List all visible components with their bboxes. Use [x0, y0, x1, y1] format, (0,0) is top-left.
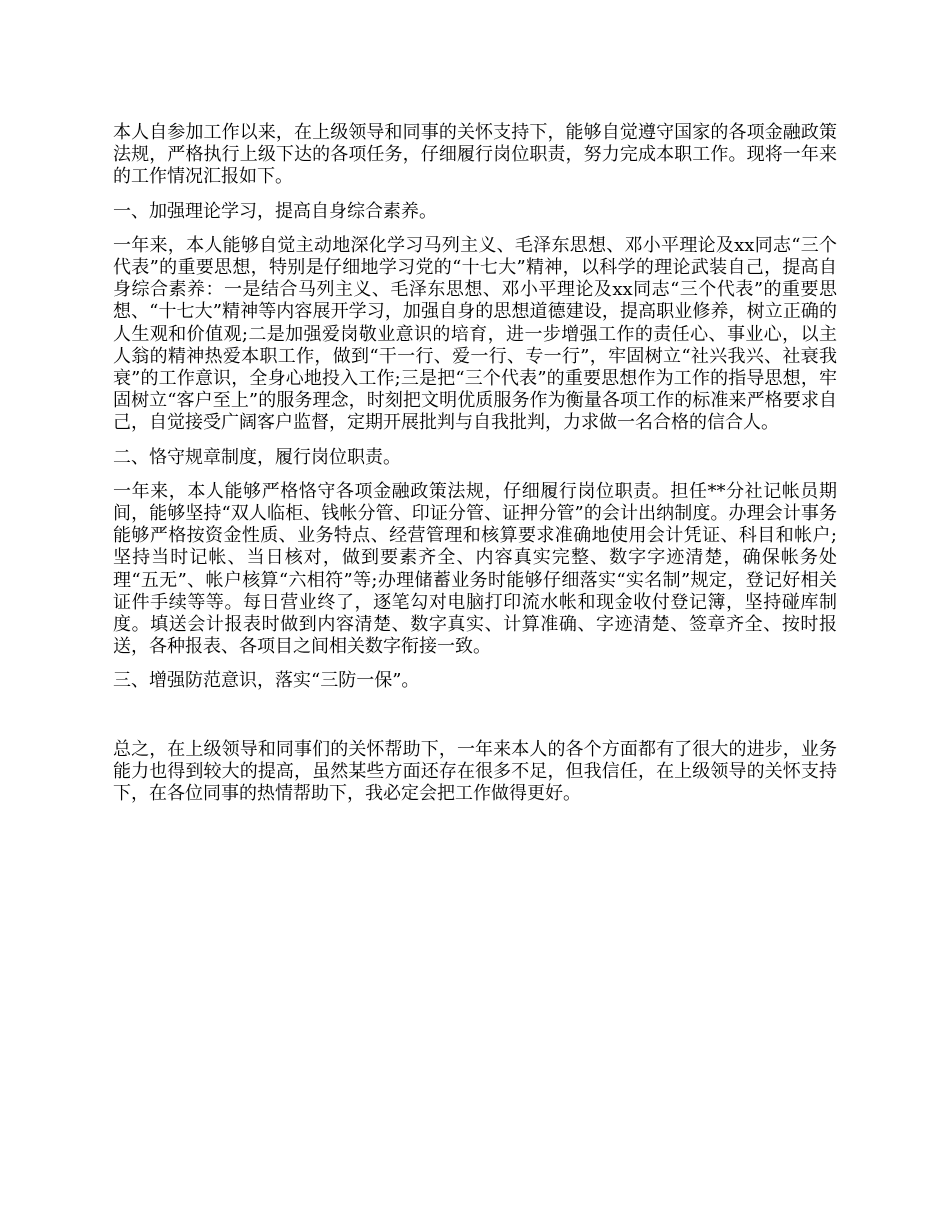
- section-3-heading: 三、增强防范意识，落实“三防一保”。: [113, 670, 420, 692]
- conclusion-paragraph: 总之，在上级领导和同事们的关怀帮助下，一年来本人的各个方面都有了很大的进步，业务能力也得到较大的提高，虽然某些方面还存在很多不足，但我信任，在上级领导的关怀支持下，在各位同事的热情帮助下，我必定会把工作做得更好。: [113, 738, 837, 805]
- section-1-body: 一年来，本人能够自觉主动地深化学习马列主义、毛泽东思想、邓小平理论及xx同志“三个代表”的重要思想，特别是仔细地学习党的“十七大”精神，以科学的理论武装自己，提高自身综合素养：一是结合马列主义、毛泽东思想、邓小平理论及xx同志“三个代表”的重要思想、“十七大”精神等内容展开学习，加强自身的思想道德建设，提高职业修养，树立正确的人生观和价值观;二是加强爱岗敬业意识的培育，进一步增强工作的责任心、事业心，以主人翁的精神热爱本职工作，做到“干一行、爱一行、专一行”，牢固树立“社兴我兴、社衰我衰”的工作意识，全身心地投入工作;三是把“三个代表”的重要思想作为工作的指导思想，牢固树立“客户至上”的服务理念，时刻把文明优质服务作为衡量各项工作的标准来严格要求自己，自觉接受广阔客户监督，定期开展批判与自我批判，力求做一名合格的信合人。: [113, 234, 837, 434]
- blank-gap: [113, 705, 837, 739]
- section-2-body: 一年来，本人能够严格恪守各项金融政策法规，仔细履行岗位职责。担任**分社记帐员期间，能够坚持“双人临柜、钱帐分管、印证分管、证押分管”的会计出纳制度。办理会计事务能够严格按资金性质、业务特点、经营管理和核算要求准确地使用会计凭证、科目和帐户;坚持当时记帐、当日核对，做到要素齐全、内容真实完整、数字字迹清楚，确保帐务处理“五无”、帐户核算“六相符”等;办理储蓄业务时能够仔细落实“实名制”规定，登记好相关证件手续等等。每日营业终了，逐笔勾对电脑打印流水帐和现金收付登记簿，坚持碰库制度。填送会计报表时做到内容清楚、数字真实、计算准确、字迹清楚、签章齐全、按时报送，各种报表、各项目之间相关数字衔接一致。: [113, 480, 837, 658]
- section-1-heading: 一、加强理论学习，提高自身综合素养。: [113, 200, 437, 222]
- intro-paragraph: 本人自参加工作以来，在上级领导和同事的关怀支持下，能够自觉遵守国家的各项金融政策法规，严格执行上级下达的各项任务，仔细履行岗位职责，努力完成本职工作。现将一年来的工作情况汇报如下。: [113, 122, 837, 188]
- section-2-heading: 二、恪守规章制度，履行岗位职责。: [113, 446, 401, 468]
- document-body: [113, 122, 837, 805]
